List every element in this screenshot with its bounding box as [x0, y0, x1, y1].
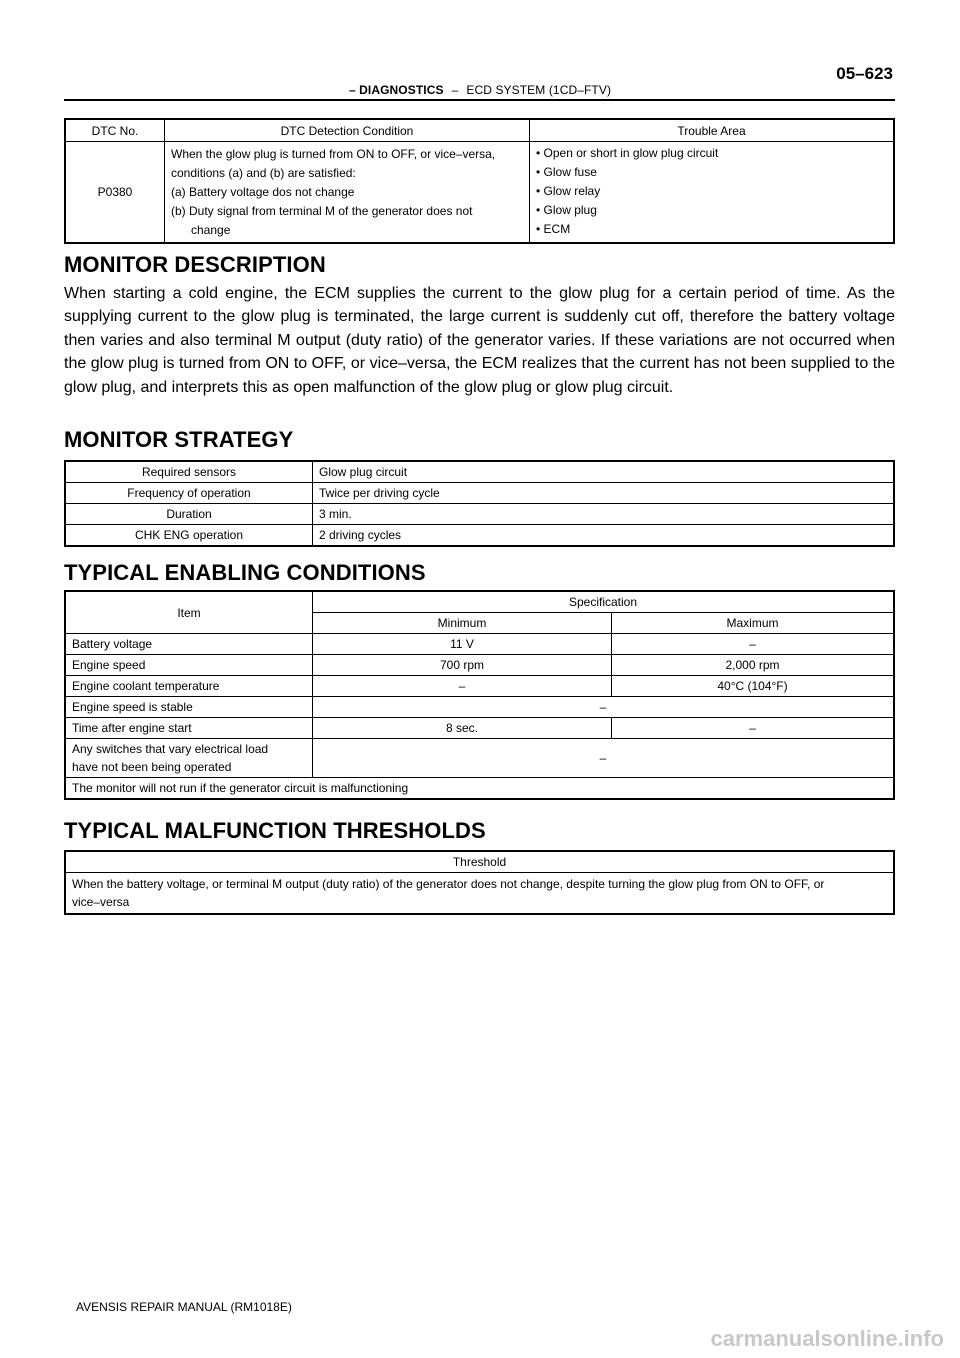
strategy-key: CHK ENG operation: [65, 525, 313, 547]
threshold-header-row: [65, 851, 894, 873]
enabling-min: 11 V: [313, 634, 612, 655]
enabling-max: 2,000 rpm: [612, 655, 895, 676]
strategy-row: [65, 525, 894, 547]
enabling-item: Engine coolant temperature: [65, 676, 313, 697]
monitor-strategy-table: [64, 460, 895, 547]
enabling-row: [65, 634, 894, 655]
condition-line: change: [191, 223, 231, 237]
header-subsection: ECD SYSTEM (1CD–FTV): [466, 83, 612, 97]
header-section: – DIAGNOSTICS: [348, 83, 444, 97]
col-threshold: Threshold: [65, 851, 894, 873]
strategy-key: Required sensors: [65, 461, 313, 483]
enabling-item: Engine speed: [65, 655, 313, 676]
page-number: 05–623: [836, 64, 893, 83]
col-specification: Specification: [313, 591, 895, 613]
strategy-value: Glow plug circuit: [313, 461, 895, 483]
enabling-conditions-table: [64, 590, 895, 800]
dtc-table: [64, 118, 895, 244]
dtc-code: P0380: [65, 142, 165, 244]
threshold-line: When the battery voltage, or terminal M output (duty ratio) of the generator does not change, despite turning the glow plug from ON to OFF, or: [72, 877, 825, 891]
trouble-area-item: • Open or short in glow plug circuit: [536, 146, 719, 160]
manual-footer: AVENSIS REPAIR MANUAL (RM1018E): [76, 1300, 292, 1314]
header-rule: [64, 99, 895, 101]
header-separator: –: [451, 83, 459, 97]
malfunction-thresholds-table: [64, 850, 895, 915]
enabling-row: [65, 718, 894, 739]
enabling-header-row: [65, 591, 894, 613]
dtc-col-no: DTC No.: [65, 119, 165, 142]
enabling-max: –: [612, 718, 895, 739]
strategy-row: [65, 461, 894, 483]
strategy-row: [65, 504, 894, 525]
enabling-row: [65, 676, 894, 697]
enabling-item: Time after engine start: [65, 718, 313, 739]
dtc-row: [65, 142, 894, 244]
condition-line: When the glow plug is turned from ON to OFF, or vice–versa,: [171, 147, 496, 161]
strategy-key: Duration: [65, 504, 313, 525]
strategy-value: Twice per driving cycle: [313, 483, 895, 504]
dtc-col-area: Trouble Area: [530, 119, 895, 142]
monitor-description-heading: MONITOR DESCRIPTION: [64, 252, 326, 277]
threshold-row: [65, 873, 894, 915]
enabling-item-line: Any switches that vary electrical load: [72, 742, 269, 756]
condition-line: (b) Duty signal from terminal M of the generator does not: [171, 204, 473, 218]
enabling-spec-merged: –: [313, 739, 895, 778]
watermark: carmanualsonline.info: [710, 1326, 944, 1351]
trouble-area-item: • ECM: [536, 222, 571, 236]
strategy-key: Frequency of operation: [65, 483, 313, 504]
col-item: Item: [65, 591, 313, 634]
enabling-row: [65, 655, 894, 676]
enabling-min: 8 sec.: [313, 718, 612, 739]
enabling-row: [65, 697, 894, 718]
condition-line: (a) Battery voltage dos not change: [171, 185, 355, 199]
malfunction-thresholds-heading: TYPICAL MALFUNCTION THRESHOLDS: [64, 818, 486, 843]
trouble-area-item: • Glow plug: [536, 203, 597, 217]
enabling-item-line: have not been being operated: [72, 760, 232, 774]
col-maximum: Maximum: [612, 613, 895, 634]
strategy-value: 3 min.: [313, 504, 895, 525]
monitor-strategy-heading: MONITOR STRATEGY: [64, 427, 294, 452]
dtc-condition: [165, 142, 530, 244]
trouble-area-item: • Glow fuse: [536, 165, 597, 179]
dtc-col-condition: DTC Detection Condition: [165, 119, 530, 142]
threshold-text: [65, 873, 894, 915]
strategy-row: [65, 483, 894, 504]
enabling-max: –: [612, 634, 895, 655]
enabling-item: Battery voltage: [65, 634, 313, 655]
strategy-value: 2 driving cycles: [313, 525, 895, 547]
enabling-note: The monitor will not run if the generator circuit is malfunctioning: [65, 778, 894, 800]
enabling-item: [65, 739, 313, 778]
enabling-max: 40°C (104°F): [612, 676, 895, 697]
enabling-note-row: [65, 778, 894, 800]
dtc-trouble-areas: [530, 142, 895, 244]
monitor-description-text: When starting a cold engine, the ECM supplies the current to the glow plug for a certain period of time. As the supplying current to the glow plug is terminated, the large current is suddenly cut off, therefore the battery voltage then varies and also terminal M output (duty ratio) of the generator varies. If these variations are not occurred when the glow plug is turned from ON to OFF, or vice–versa, the ECM realizes that the current has not been supplied to the glow plug, and interprets this as open malfunction of the glow plug or glow plug circuit.: [64, 285, 895, 396]
enabling-row: [65, 739, 894, 778]
dtc-header-row: [65, 119, 894, 142]
enabling-conditions-heading: TYPICAL ENABLING CONDITIONS: [64, 560, 426, 585]
enabling-spec-merged: –: [313, 697, 895, 718]
enabling-min: –: [313, 676, 612, 697]
running-header: [0, 83, 960, 97]
enabling-item: Engine speed is stable: [65, 697, 313, 718]
condition-line: conditions (a) and (b) are satisfied:: [171, 166, 356, 180]
enabling-min: 700 rpm: [313, 655, 612, 676]
col-minimum: Minimum: [313, 613, 612, 634]
threshold-line: vice–versa: [72, 895, 130, 909]
trouble-area-item: • Glow relay: [536, 184, 601, 198]
